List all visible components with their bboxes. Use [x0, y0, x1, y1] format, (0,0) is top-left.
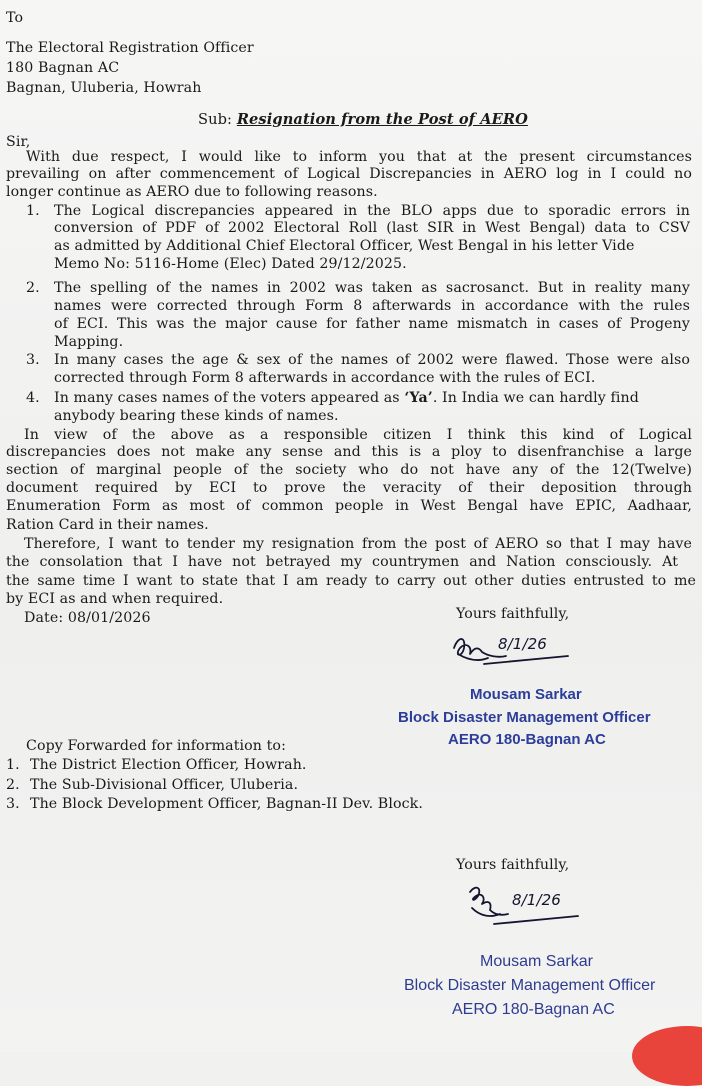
reason-2-line-3: of ECI. This was the major cause for father name mismatch in cases of Progeny: [54, 316, 690, 332]
addressee-line-2: 180 Bagnan AC: [6, 60, 120, 76]
signature-2-date: 8/1/26: [512, 891, 561, 909]
to-label: To: [6, 10, 24, 26]
ya-term: ‘Ya’: [404, 390, 433, 406]
copy-item-3: [6, 796, 423, 812]
reason-4-line-1-post: . In India we can hardly find: [432, 390, 639, 406]
copy-item-1-text: The District Election Officer, Howrah.: [30, 757, 307, 773]
red-corner-shape: [632, 1026, 702, 1086]
reason-2-line-1: The spelling of the names in 2002 was taken as sacrosanct. But in reality many: [54, 280, 690, 296]
signature-1-date: 8/1/26: [498, 635, 547, 653]
addressee-line-3: Bagnan, Uluberia, Howrah: [6, 80, 202, 96]
view-line-3: section of marginal people of the society who do not have any of the 12(Twelve): [6, 462, 692, 478]
therefore-line-1: Therefore, I want to tender my resignation from the post of AERO so that I may have: [24, 536, 692, 552]
therefore-line-3: the same time I want to state that I am ready to carry out other duties entrusted to me: [6, 573, 696, 589]
copy-item-2-text: The Sub-Divisional Officer, Uluberia.: [30, 777, 299, 793]
reason-3-line-2: corrected through Form 8 afterwards in accordance with the rules of ECI.: [54, 370, 596, 386]
reason-2-line-4: Mapping.: [54, 334, 124, 350]
closing-2: Yours faithfully,: [456, 857, 570, 873]
stamp-2-designation: Block Disaster Management Officer: [404, 977, 656, 994]
view-line-4: document required by ECI to prove the veracity of their deposition through: [6, 480, 692, 496]
subject-title: Resignation from the Post of AERO: [236, 111, 528, 128]
intro-line-1: With due respect, I would like to inform you that at the present circumstances: [26, 149, 692, 165]
subject-prefix: Sub:: [198, 111, 233, 128]
therefore-line-4: by ECI as and when required.: [6, 591, 224, 607]
intro-line-3: longer continue as AERO due to following reasons.: [6, 184, 378, 200]
stamp-1-office: AERO 180-Bagnan AC: [448, 731, 606, 748]
reason-1-line-4: Memo No: 5116-Home (Elec) Dated 29/12/2025.: [54, 256, 407, 272]
reason-1-line-1: The Logical discrepancies appeared in the BLO apps due to sporadic errors in: [54, 203, 690, 219]
view-line-5: Enumeration Form as most of common people in West Bengal have EPIC, Aadhaar,: [6, 498, 692, 514]
copy-item-2-number: 2.: [6, 777, 20, 793]
copy-item-3-text: The Block Development Officer, Bagnan-II Dev. Block.: [30, 796, 423, 812]
reason-4-line-1-pre: In many cases names of the voters appeared as: [54, 390, 405, 406]
copy-item-3-number: 3.: [6, 796, 20, 812]
salutation: Sir,: [6, 134, 31, 150]
letter-date: Date: 08/01/2026: [24, 610, 151, 626]
reason-1-line-2: conversion of PDF of 2002 Electoral Roll (last SIR in West Bengal) data to CSV: [54, 220, 690, 236]
copy-heading: Copy Forwarded for information to:: [26, 738, 286, 754]
view-line-6: Ration Card in their names.: [6, 517, 209, 533]
addressee-line-1: The Electoral Registration Officer: [6, 40, 254, 56]
reason-2-number: 2.: [26, 280, 40, 296]
copy-item-1: [6, 757, 307, 773]
subject-line: [198, 112, 528, 128]
stamp-1-designation: Block Disaster Management Officer: [398, 709, 651, 726]
stamp-2-office: AERO 180-Bagnan AC: [452, 1001, 615, 1018]
reason-4-number: 4.: [26, 390, 40, 406]
copy-item-2: [6, 777, 298, 793]
signature-2: [460, 878, 590, 934]
reason-1-line-3: as admitted by Additional Chief Electoral Officer, West Bengal in his letter Vide: [54, 238, 635, 254]
stamp-1-name: Mousam Sarkar: [470, 686, 582, 703]
reason-3-line-1: In many cases the age & sex of the names of 2002 were flawed. Those were also: [54, 352, 690, 368]
reason-1-number: 1.: [26, 203, 40, 219]
therefore-line-2: the consolation that I have not betrayed my countrymen and Nation consciously. At: [6, 554, 678, 570]
reason-2-line-2: names were corrected through Form 8 afterwards in accordance with the rules: [54, 298, 690, 314]
intro-line-2: prevailing on after commencement of Logical Discrepancies in AERO log in I could no: [6, 166, 692, 182]
view-line-2: discrepancies does not make any sense and this is a ploy to disenfranchise a large: [6, 444, 692, 460]
reason-4-line-1: [54, 390, 639, 406]
closing-1: Yours faithfully,: [456, 606, 570, 622]
stamp-2-name: Mousam Sarkar: [480, 953, 593, 970]
copy-item-1-number: 1.: [6, 757, 20, 773]
reason-3-number: 3.: [26, 352, 40, 368]
view-line-1: In view of the above as a responsible citizen I think this kind of Logical: [24, 427, 692, 443]
signature-1: [448, 626, 578, 676]
reason-4-line-2: anybody bearing these kinds of names.: [54, 408, 339, 424]
